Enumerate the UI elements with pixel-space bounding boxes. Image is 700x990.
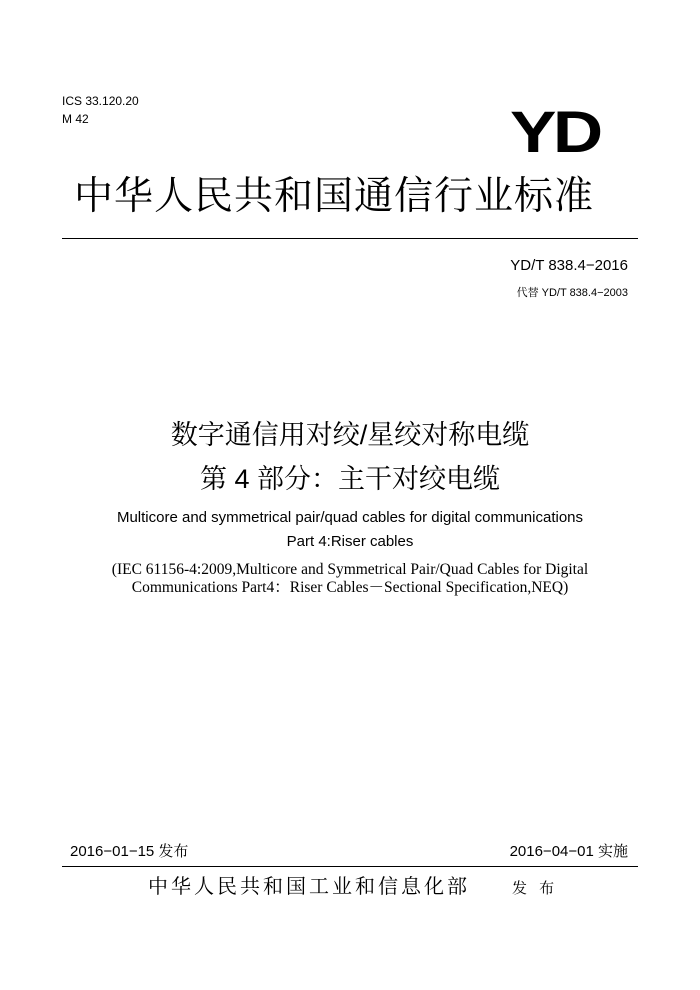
document-title-cn-line1: 数字通信用对绞/星绞对称电缆 bbox=[170, 420, 530, 450]
document-title-cn-line2: 第 4 部分：主干对绞电缆 bbox=[199, 464, 501, 494]
replaces-standard: 代替 YD/T 838.4−2003 bbox=[516, 287, 628, 299]
issue-date: 2016−01−15 发布 bbox=[70, 843, 189, 860]
ics-code: ICS 33.120.20 bbox=[62, 94, 139, 108]
classification-code: M 42 bbox=[62, 112, 89, 126]
publish-label: 发 布 bbox=[512, 880, 559, 897]
yd-logo: YD bbox=[510, 100, 600, 165]
standard-number: YD/T 838.4−2016 bbox=[510, 257, 628, 274]
bottom-divider bbox=[62, 866, 638, 867]
iec-reference-line2: Communications Part4：Riser Cables－Sectional Specification,NEQ) bbox=[131, 579, 569, 596]
top-divider bbox=[62, 238, 638, 239]
publisher-name: 中华人民共和国工业和信息化部 bbox=[148, 876, 470, 898]
document-title-en-line1: Multicore and symmetrical pair/quad cables for digital communications bbox=[116, 509, 584, 526]
document-title-en-line2: Part 4:Riser cables bbox=[286, 533, 414, 550]
industry-standard-title: 中华人民共和国通信行业标准 bbox=[74, 175, 595, 218]
iec-reference-line1: (IEC 61156-4:2009,Multicore and Symmetrical Pair/Quad Cables for Digital bbox=[111, 561, 589, 578]
implementation-date: 2016−04−01 实施 bbox=[509, 843, 628, 860]
